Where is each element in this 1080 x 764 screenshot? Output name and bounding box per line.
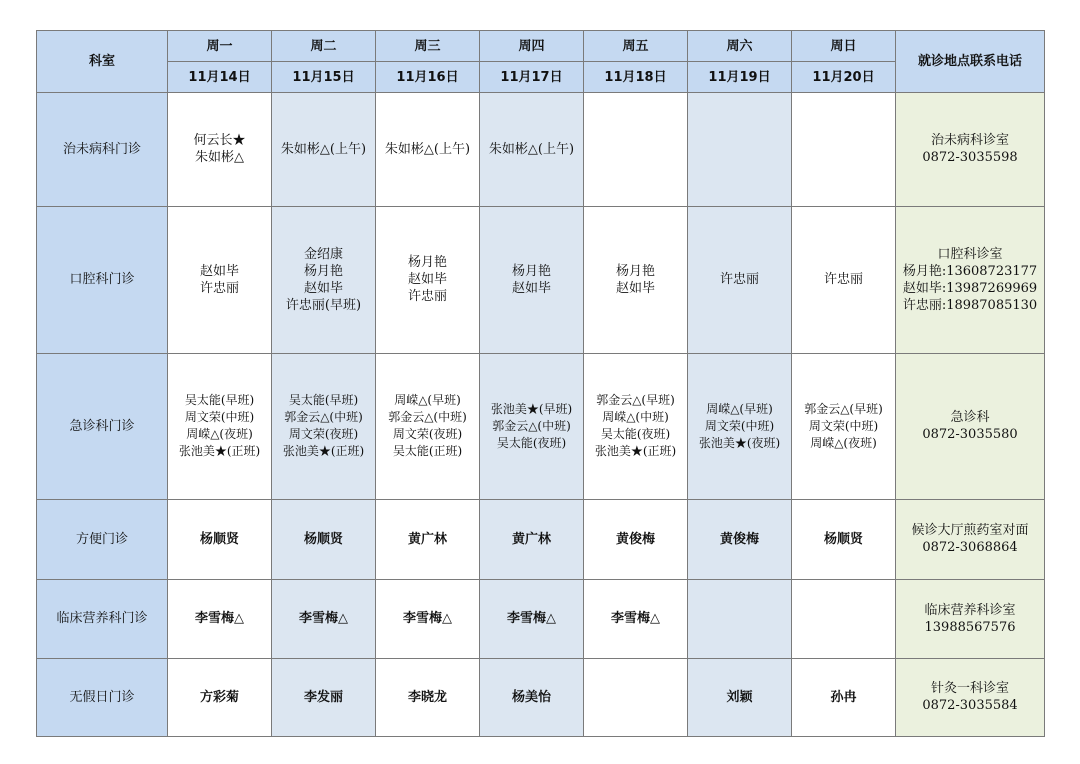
doctor-entry: 吴太能(早班) [184,393,255,408]
doctor-entry: 吴太能(早班) [288,393,359,408]
doctor-entry: 杨顺贤 [303,531,343,547]
schedule-cell [272,93,376,207]
doctor-entry: 杨月艳 [615,263,655,279]
contact-cell [896,499,1045,580]
doctor-entry: 张池美★(正班) [282,444,365,459]
doctor-entry: 朱如彬△(上午) [488,141,575,157]
schedule-cell [272,499,376,580]
schedule-cell [792,499,896,580]
doctor-entry: 赵如毕 [303,280,343,296]
weekday-header: 周三 [376,31,480,62]
date-header: 11月17日 [480,62,584,93]
schedule-cell [480,580,584,658]
doctor-entry: 吴太能(夜班) [600,427,671,442]
schedule-cell [792,353,896,499]
doctor-entry: 郭金云△(早班) [596,393,675,408]
contact-phone: 许忠丽:18987085130 [902,297,1038,313]
doctor-entry: 周嵘△(早班) [394,393,461,408]
doctor-entry: 周文荣(夜班) [288,427,359,442]
schedule-body [37,93,1045,737]
schedule-cell [792,206,896,353]
doctor-entry: 李雪梅△ [195,611,244,627]
schedule-cell [584,658,688,737]
table-row [37,353,1045,499]
doctor-entry: 李雪梅△ [611,611,660,627]
schedule-cell [688,93,792,207]
doctor-entry: 郭金云△(中班) [388,410,467,425]
table-row [37,580,1045,658]
date-header: 11月16日 [376,62,480,93]
schedule-cell [272,353,376,499]
contact-cell [896,93,1045,207]
doctor-entry: 杨月艳 [303,263,343,279]
doctor-entry: 周文荣(夜班) [392,427,463,442]
contact-phone: 0872-3035580 [922,427,1018,443]
schedule-cell [584,353,688,499]
schedule-cell [376,93,480,207]
table-row [37,206,1045,353]
doctor-entry: 黄俊梅 [719,531,759,547]
doctor-entry: 许忠丽 [407,289,447,305]
schedule-cell [792,93,896,207]
schedule-cell [376,206,480,353]
schedule-cell [376,353,480,499]
schedule-cell [272,206,376,353]
doctor-entry: 杨顺贤 [199,531,239,547]
schedule-cell [168,93,272,207]
doctor-entry: 李雪梅△ [507,611,556,627]
doctor-entry: 张池美★(正班) [178,444,261,459]
doctor-entry: 杨月艳 [407,255,447,271]
doctor-entry: 许忠丽 [199,280,239,296]
duty-schedule-table [36,30,1045,737]
clinic-location: 治未病科诊室 [930,133,1009,149]
date-header: 11月19日 [688,62,792,93]
doctor-entry: 李发丽 [303,689,343,705]
doctor-entry: 孙冉 [830,689,857,705]
schedule-cell [168,353,272,499]
dept-name-cell: 急诊科门诊 [37,353,168,499]
schedule-cell [168,658,272,737]
doctor-entry: 朱如彬△ [195,150,244,166]
contact-cell [896,353,1045,499]
schedule-cell [376,658,480,737]
schedule-cell [584,580,688,658]
contact-phone: 杨月艳:13608723177 [902,263,1038,279]
schedule-cell [272,580,376,658]
doctor-entry: 周嵘△(早班) [706,401,773,416]
contact-phone: 赵如毕:13987269969 [902,280,1038,296]
doctor-entry: 杨月艳 [511,263,551,279]
doctor-entry: 杨美怡 [511,689,551,705]
contact-cell [896,206,1045,353]
weekday-header: 周日 [792,31,896,62]
doctor-entry: 金绍康 [303,246,343,262]
schedule-cell [688,499,792,580]
dept-name-cell: 口腔科门诊 [37,206,168,353]
doctor-entry: 郭金云△(中班) [284,410,363,425]
date-header: 11月15日 [272,62,376,93]
table-row [37,499,1045,580]
doctor-entry: 赵如毕 [199,263,239,279]
weekday-header: 周二 [272,31,376,62]
schedule-cell [688,580,792,658]
doctor-entry: 许忠丽(早班) [285,297,362,313]
clinic-location: 针灸一科诊室 [930,681,1009,697]
schedule-cell [480,206,584,353]
doctor-entry: 周嵘△(夜班) [810,435,877,450]
schedule-cell [584,206,688,353]
contact-column-header: 就诊地点联系电话 [896,31,1045,93]
weekday-header: 周五 [584,31,688,62]
dept-name-cell: 治未病科门诊 [37,93,168,207]
doctor-entry: 郭金云△(早班) [804,401,883,416]
doctor-entry: 李雪梅△ [403,611,452,627]
doctor-entry: 许忠丽 [719,272,759,288]
doctor-entry: 周嵘△(中班) [602,410,669,425]
doctor-entry: 赵如毕 [407,272,447,288]
dept-column-header: 科室 [37,31,168,93]
schedule-cell [584,93,688,207]
clinic-location: 临床营养科诊室 [924,602,1016,618]
weekday-header: 周一 [168,31,272,62]
doctor-entry: 方彩菊 [199,689,239,705]
schedule-cell [272,658,376,737]
date-header: 11月14日 [168,62,272,93]
contact-phone: 0872-3068864 [922,540,1018,556]
schedule-cell [792,580,896,658]
schedule-cell [168,206,272,353]
doctor-entry: 张池美★(夜班) [698,435,781,450]
schedule-cell [480,353,584,499]
doctor-entry: 黄广林 [407,531,447,547]
doctor-entry: 李晓龙 [407,689,447,705]
schedule-cell [480,93,584,207]
doctor-entry: 黄俊梅 [615,531,655,547]
doctor-entry: 朱如彬△(上午) [384,141,471,157]
doctor-entry: 黄广林 [511,531,551,547]
schedule-cell [688,206,792,353]
schedule-cell [480,499,584,580]
doctor-entry: 周文荣(中班) [704,418,775,433]
table-row [37,93,1045,207]
doctor-entry: 刘颖 [726,689,753,705]
doctor-entry: 朱如彬△(上午) [280,141,367,157]
doctor-entry: 吴太能(正班) [392,444,463,459]
date-header: 11月20日 [792,62,896,93]
doctor-entry: 周文荣(中班) [184,410,255,425]
schedule-cell [168,499,272,580]
contact-phone: 13988567576 [924,619,1016,635]
schedule-cell [376,499,480,580]
doctor-entry: 李雪梅△ [299,611,348,627]
date-header: 11月18日 [584,62,688,93]
dept-name-cell: 无假日门诊 [37,658,168,737]
doctor-entry: 吴太能(夜班) [496,435,567,450]
dept-name-cell: 方便门诊 [37,499,168,580]
contact-phone: 0872-3035584 [922,698,1018,714]
doctor-entry: 杨顺贤 [823,531,863,547]
table-row [37,658,1045,737]
dept-name-cell: 临床营养科门诊 [37,580,168,658]
doctor-entry: 张池美★(正班) [594,444,677,459]
doctor-entry: 郭金云△(中班) [492,418,571,433]
contact-phone: 0872-3035598 [922,150,1018,166]
clinic-location: 急诊科 [950,410,990,426]
doctor-entry: 周嵘△(夜班) [186,427,253,442]
clinic-location: 口腔科诊室 [937,246,1003,262]
schedule-cell [480,658,584,737]
schedule-cell [688,353,792,499]
weekday-header: 周六 [688,31,792,62]
contact-cell [896,658,1045,737]
weekday-header: 周四 [480,31,584,62]
doctor-entry: 何云长★ [193,133,246,149]
doctor-entry: 张池美★(早班) [490,401,573,416]
contact-cell [896,580,1045,658]
schedule-cell [168,580,272,658]
schedule-cell [584,499,688,580]
clinic-location: 候诊大厅煎药室对面 [911,523,1029,539]
schedule-cell [792,658,896,737]
doctor-entry: 周文荣(中班) [808,418,879,433]
doctor-entry: 许忠丽 [823,272,863,288]
doctor-entry: 赵如毕 [511,280,551,296]
schedule-cell [376,580,480,658]
doctor-entry: 赵如毕 [615,280,655,296]
schedule-cell [688,658,792,737]
